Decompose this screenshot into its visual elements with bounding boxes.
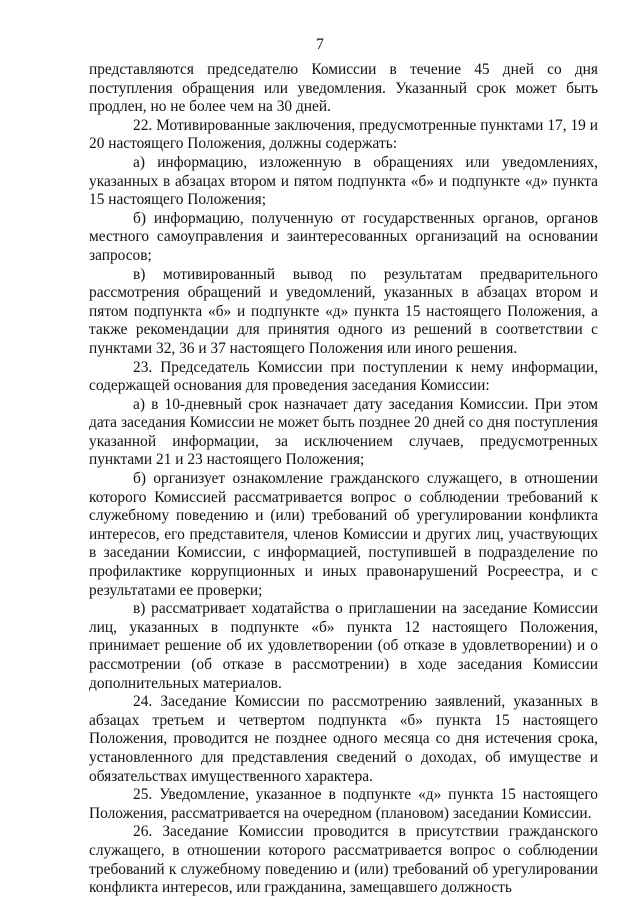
paragraph-23-b: б) организует ознакомление гражданского служащего, в отношении которого Комиссией рассматривается вопрос о соблюдении требований к служебному поведению и (или) требований об урегулировании конфликта интересов, его представителя, членов Комиссии и других лиц, участвующих в заседании Комиссии, с информацией, поступившей в подразделение по профилактике коррупционных и иных правонарушений Росреестра, и с результатами ее проверки; <box>89 470 598 599</box>
paragraph-22: 22. Мотивированные заключения, предусмотренные пунктами 17, 19 и 20 настоящего Положения, должны содержать: <box>89 116 598 153</box>
paragraph-25: 25. Уведомление, указанное в подпункте «д» пункта 15 настоящего Положения, рассматривается на очередном (плановом) заседании Комиссии. <box>89 786 598 822</box>
paragraph-26: 26. Заседание Комиссии проводится в присутствии гражданского служащего, в отношении которого рассматривается вопрос о соблюдении требований к служебному поведению и (или) требований об урегулировании конфликта интересов, или гражданина, замещавшего должность <box>89 823 598 897</box>
paragraph-22-b: б) информацию, полученную от государственных органов, органов местного самоуправления и заинтересованных организаций на основании запросов; <box>89 209 598 264</box>
page-number: 7 <box>316 36 324 53</box>
paragraph-23-a: а) в 10-дневный срок назначает дату заседания Комиссии. При этом дата заседания Комиссии не может быть позднее 20 дней со дня поступления указанной информации, за исключением случаев, предусмотренных пунктами 21 и 23 настоящего Положения; <box>89 395 598 469</box>
paragraph-continuation: представляются председателю Комиссии в течение 45 дней со дня поступления обращения или уведомления. Указанный срок может быть продлен, но не более чем на 30 дней. <box>89 61 598 116</box>
paragraph-23: 23. Председатель Комиссии при поступлении к нему информации, содержащей основания для проведения заседания Комиссии: <box>89 358 598 395</box>
document-body <box>89 61 598 898</box>
paragraph-23-v: в) рассматривает ходатайства о приглашении на заседание Комиссии лиц, указанных в подпункте «б» пункта 12 настоящего Положения, принимает решение об их удовлетворении (об отказе в удовлетворении) и о рассмотрении (об отказе в рассмотрении) в ходе заседания Комиссии дополнительных материалов. <box>89 600 598 692</box>
paragraph-22-v: в) мотивированный вывод по результатам предварительного рассмотрения обращений и уведомлений, указанных в абзацах втором и пятом подпункта «б» и подпункте «д» пункта 15 настоящего Положения, а также рекомендации для принятия одного из решений в соответствии с пунктами 32, 36 и 37 настоящего Положения или иного решения. <box>89 265 598 357</box>
paragraph-22-a: а) информацию, изложенную в обращениях или уведомлениях, указанных в абзацах втором и пятом подпункта «б» и подпункте «д» пункта 15 настоящего Положения; <box>89 153 598 209</box>
paragraph-24: 24. Заседание Комиссии по рассмотрению заявлений, указанных в абзацах третьем и четвертом подпункта «б» пункта 15 настоящего Положения, проводится не позднее одного месяца со дня истечения срока, установленного для представления сведений о доходах, об имуществе и обязательствах имущественного характера. <box>89 693 598 785</box>
